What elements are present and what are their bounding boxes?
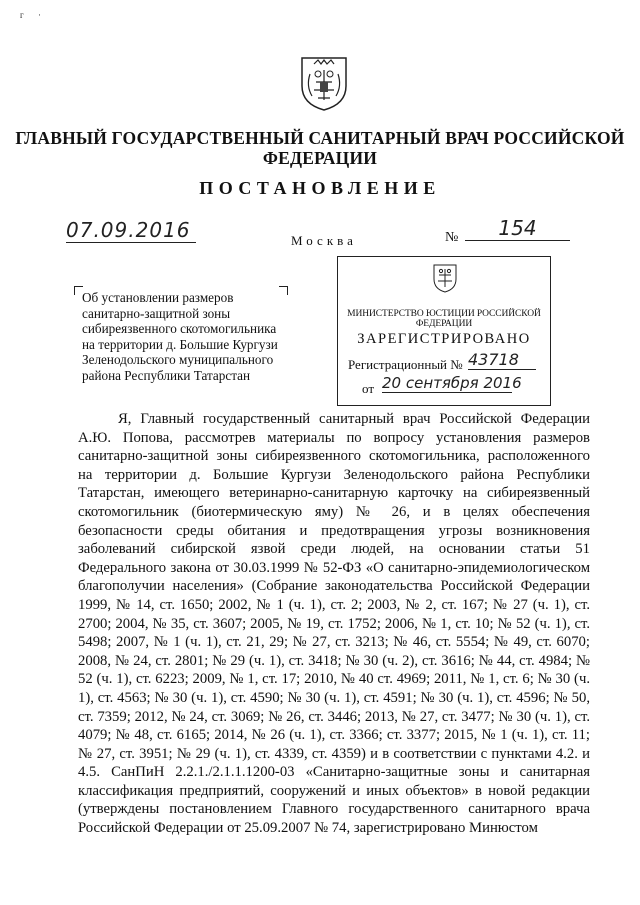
document-subject: Об установлении размеров санитарно-защитной зоны сибиреязвенного скотомогильника на территории д. Большие Кургузи Зеленодольского муниципального района Республики Татарстан [82, 290, 278, 383]
registration-stamp [337, 256, 551, 406]
stamp-date-label: от [362, 381, 375, 396]
document-type-title: ПОСТАНОВЛЕНИЕ [199, 178, 441, 198]
stamp-reg-date: 20 сентября 2016 [382, 374, 522, 392]
document-number-label: № [445, 230, 459, 245]
stamp-status: ЗАРЕГИСТРИРОВАНО [357, 331, 531, 347]
stamp-ministry: МИНИСТЕРСТВО ЮСТИЦИИ РОССИЙСКОЙ ФЕДЕРАЦИИ [347, 309, 541, 329]
stamp-reg-number: 43718 [468, 350, 536, 370]
stamp-emblem-icon [430, 261, 460, 293]
stamp-reg-label: Регистрационный № [348, 357, 463, 372]
document-number: 154 [465, 216, 570, 241]
coat-of-arms-emblem [296, 52, 352, 112]
corner-marks: г · [20, 10, 47, 20]
organization-title: ГЛАВНЫЙ ГОСУДАРСТВЕННЫЙ САНИТАРНЫЙ ВРАЧ РОССИЙСКОЙ ФЕДЕРАЦИИ [15, 128, 625, 168]
body-paragraph: Я, Главный государственный санитарный врач Российской Федерации А.Ю. Попова, рассмотрев материалы по вопросу установления размеров санитарно-защитной зоны сибиреязвенного скотомогильника, расположенного на территории д. Большие Кургузи Зеленодольского района Республики Татарстан, имеющего ветеринарно-санитарную карточку на сибиреязвенный скотомогильник (биотермическую яму) № 26, и в целях обеспечения безопасности среды обитания и предотвращения угрозы возникновения заболеваний сибирской язвой среди людей, на основании статьи 51 Федерального закона от 30.03.1999 № 52-ФЗ «О санитарно-эпидемиологическом благополучии населения» (Собрание законодательства Российской Федерации 1999, № 14, ст. 1650; 2002, № 1 (ч. 1), ст. 2; 2003, № 2, ст. 167; № 27 (ч. 1), ст. 2700; 2004, № 35, ст. 3607; 2005, № 19, ст. 1752; 2006, № 1, ст. 10; № 52 (ч. 1), ст. 5498; 2007, № 1 (ч. 1), ст. 21, 29; № 27, ст. 3213; № 46, ст. 5554; № 49, ст. 6070; 2008, № 24, ст. 2801; № 29 (ч. 1), ст. 3418; № 30 (ч. 2), ст. 3616; № 44, ст. 4984; № 52 (ч. 1), ст. 6223; 2009, № 1, ст. 17; 2010, № 40 ст. 4969; 2011, № 1, ст. 6; № 30 (ч. 1), ст. 4563; № 30 (ч. 1), ст. 4590; № 30 (ч. 1), ст. 4591; № 30 (ч. 1), ст. 4596; № 50, ст. 7359; 2012, № 24, ст. 3069; № 26, ст. 3446; 2013, № 27, ст. 3477; № 30 (ч. 1), ст. 4079; № 48, ст. 6165; 2014, № 26 (ч. 1), ст. 3366; ст. 3377; 2015, № 1 (ч. 1), ст. 11; № 27, ст. 3951; № 29 (ч. 1), ст. 4339, ст. 4359) и в соответствии с пунктами 4.2. и 4.5. СанПиН 2.2.1./2.1.1.1200-03 «Санитарно-защитные зоны и санитарная классификация предприятий, сооружений и иных объектов» в новой редакции (утверждены постановлением Главного государственного санитарного врача Российской Федерации от 25.09.2007 № 74, зарегистрировано Минюстом [78, 411, 590, 837]
document-date: 07.09.2016 [66, 218, 196, 243]
document-city: Москва [291, 233, 357, 248]
